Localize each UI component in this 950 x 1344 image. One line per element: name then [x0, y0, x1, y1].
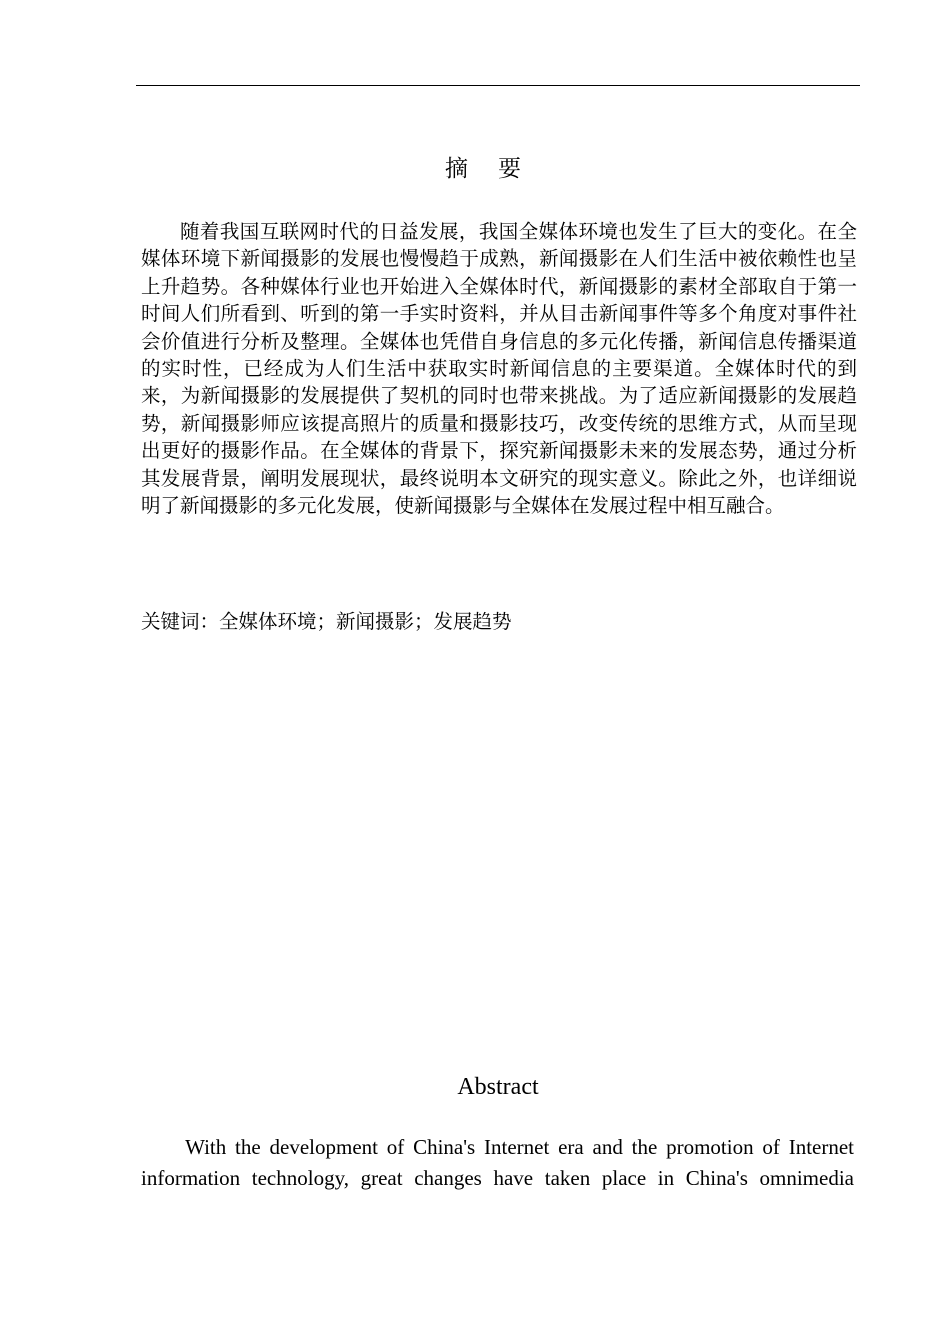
- chinese-abstract-title: 摘要: [445, 156, 551, 182]
- header-rule: [136, 85, 860, 86]
- keywords-label: 关键词：: [141, 610, 220, 633]
- chinese-keywords-line: [141, 608, 857, 635]
- english-abstract-title: Abstract: [457, 1074, 539, 1100]
- english-abstract-body: With the development of China's Internet era and the promotion of Internet information technology, great changes have taken place in China's omnimedia: [141, 1135, 854, 1190]
- keywords-list: 全媒体环境；新闻摄影；发展趋势: [219, 610, 512, 633]
- chinese-abstract-body: 随着我国互联网时代的日益发展，我国全媒体环境也发生了巨大的变化。在全媒体环境下新闻摄影的发展也慢慢趋于成熟，新闻摄影在人们生活中被依赖性也呈上升趋势。各种媒体行业也开始进入全媒体时代，新闻摄影的素材全部取自于第一时间人们所看到、听到的第一手实时资料，并从目击新闻事件等多个角度对事件社会价值进行分析及整理。全媒体也凭借自身信息的多元化传播，新闻信息传播渠道的实时性，已经成为人们生活中获取实时新闻信息的主要渠道。全媒体时代的到来，为新闻摄影的发展提供了契机的同时也带来挑战。为了适应新闻摄影的发展趋势，新闻摄影师应该提高照片的质量和摄影技巧，改变传统的思维方式，从而呈现出更好的摄影作品。在全媒体的背景下，探究新闻摄影未来的发展态势，通过分析其发展背景，阐明发展现状，最终说明本文研究的现实意义。除此之外，也详细说明了新闻摄影的多元化发展，使新闻摄影与全媒体在发展过程中相互融合。: [141, 220, 857, 518]
